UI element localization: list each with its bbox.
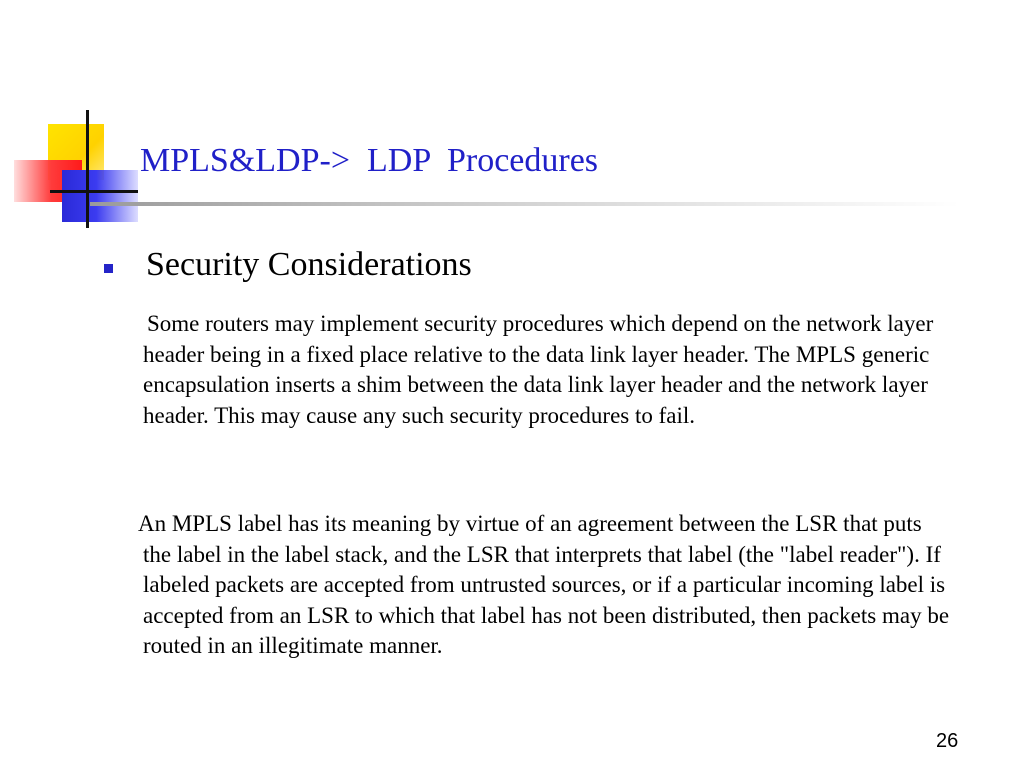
bullet-heading: Security Considerations [146, 246, 472, 283]
body-paragraph-1: Some routers may implement security procedures which depend on the network layer header being in a fixed place relative to the data link layer header. The MPLS generic encapsulation inserts a shim between the data link layer header and the network layer header. This may cause any such security procedures to fail. [143, 311, 934, 428]
logo-vertical-line [86, 110, 89, 228]
logo-blue-square [62, 170, 138, 222]
slide-number: 26 [936, 730, 959, 752]
logo-horizontal-line [50, 190, 138, 193]
body-paragraph-2: An MPLS label has its meaning by virtue of an agreement between the LSR that puts the label in the label stack, and the LSR that interprets that label (the "label reader"). If labeled packets are accepted from untrusted sources, or if a particular incoming label is accepted from an LSR to which that label has not been distributed, then packets may be routed in an illegitimate manner. [138, 511, 950, 658]
square-bullet-icon [104, 264, 113, 273]
title-divider [90, 202, 960, 206]
slide-title: MPLS&LDP-> LDP Procedures [140, 142, 599, 179]
